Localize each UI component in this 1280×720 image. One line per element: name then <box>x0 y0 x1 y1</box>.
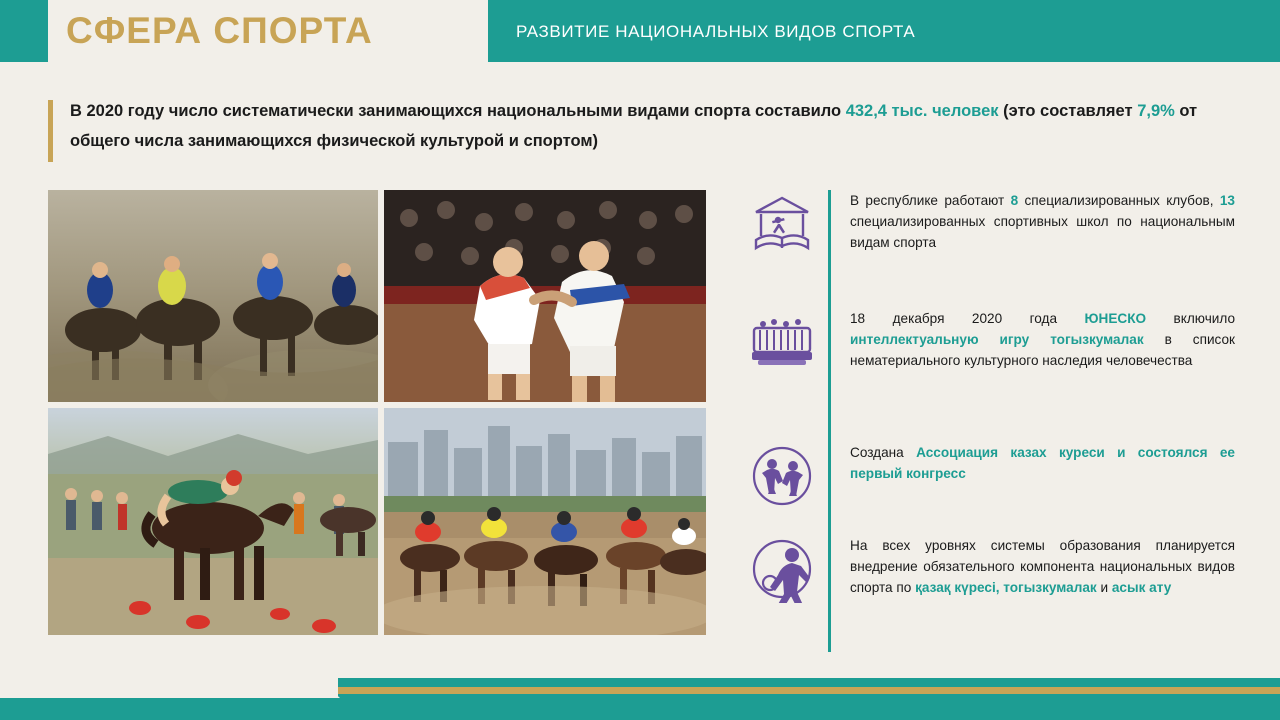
fact-item-schools <box>740 190 1235 253</box>
header-subtitle: РАЗВИТИЕ НАЦИОНАЛЬНЫХ ВИДОВ СПОРТА <box>516 22 916 41</box>
fact-seg: специализированных клубов, <box>1018 193 1220 208</box>
footer-notch-shape <box>318 678 340 698</box>
fact-seg: Создана <box>850 445 917 460</box>
fact-seg: включило <box>1146 311 1236 326</box>
horse-race-baiga-photo <box>384 408 706 635</box>
fact-seg: В республике работают <box>850 193 1011 208</box>
fact-seg: в список нематериального культурного наследия человечества <box>850 332 1235 368</box>
fact-seg: На всех уровнях системы образования планируется внедрение обязательного компонента национальных видов спорта по <box>850 538 1235 595</box>
lead-accent-bar <box>48 100 53 162</box>
page-title: СФЕРА СПОРТА <box>66 10 373 51</box>
fact-seg-highlight: асык ату <box>1111 580 1172 595</box>
fact-seg-highlight: Ассоциация казах куреси и состоялся ее первый конгресс <box>850 445 1235 481</box>
fact-text-education <box>850 535 1235 598</box>
lead-part-3: от общего числа занимающихся физической культурой и спортом) <box>70 102 1198 150</box>
fact-text-unesco <box>850 308 1235 371</box>
fact-seg-highlight: 8 <box>1010 193 1019 208</box>
school-book-icon <box>748 190 816 258</box>
lead-value-1: 432,4 тыс. человек <box>845 102 999 120</box>
wrestlers-icon <box>748 442 816 510</box>
fact-seg: 18 декабря 2020 года <box>850 311 1085 326</box>
photo-grid <box>48 190 706 635</box>
fact-item-unesco <box>740 308 1235 371</box>
fact-item-association <box>740 442 1235 484</box>
facts-column <box>740 190 1235 652</box>
footer-cream-block <box>0 678 338 698</box>
child-athlete-icon <box>748 535 816 603</box>
kyz-kuu-horse-riders-photo <box>48 408 378 635</box>
lead-part-1: В 2020 году число систематически занимающихся национальными видами спорта составило <box>70 102 846 120</box>
fact-seg-highlight: 13 <box>1219 193 1235 208</box>
lead-value-2: 7,9% <box>1137 102 1175 120</box>
lead-text <box>70 96 1233 156</box>
kazakh-kures-wrestling-photo <box>384 190 706 402</box>
lead-paragraph <box>48 96 1233 156</box>
fact-seg-highlight: ЮНЕСКО <box>1084 311 1147 326</box>
fact-text-schools <box>850 190 1235 253</box>
fact-item-education <box>740 535 1235 598</box>
footer-gold-rule <box>338 687 1280 694</box>
fact-seg: специализированных спортивных школ по национальным видам спорта <box>850 214 1235 250</box>
fact-seg: и <box>1096 580 1112 595</box>
fact-seg-highlight: интеллектуальную игру тогызкумалак <box>850 332 1144 347</box>
fact-seg-highlight: қазақ күресі, тогызкумалак <box>915 580 1097 595</box>
fact-text-association <box>850 442 1235 484</box>
lead-part-2: (это составляет <box>998 102 1138 120</box>
kokpar-horse-game-photo <box>48 190 378 402</box>
togyzkumalak-board-icon <box>748 308 816 376</box>
